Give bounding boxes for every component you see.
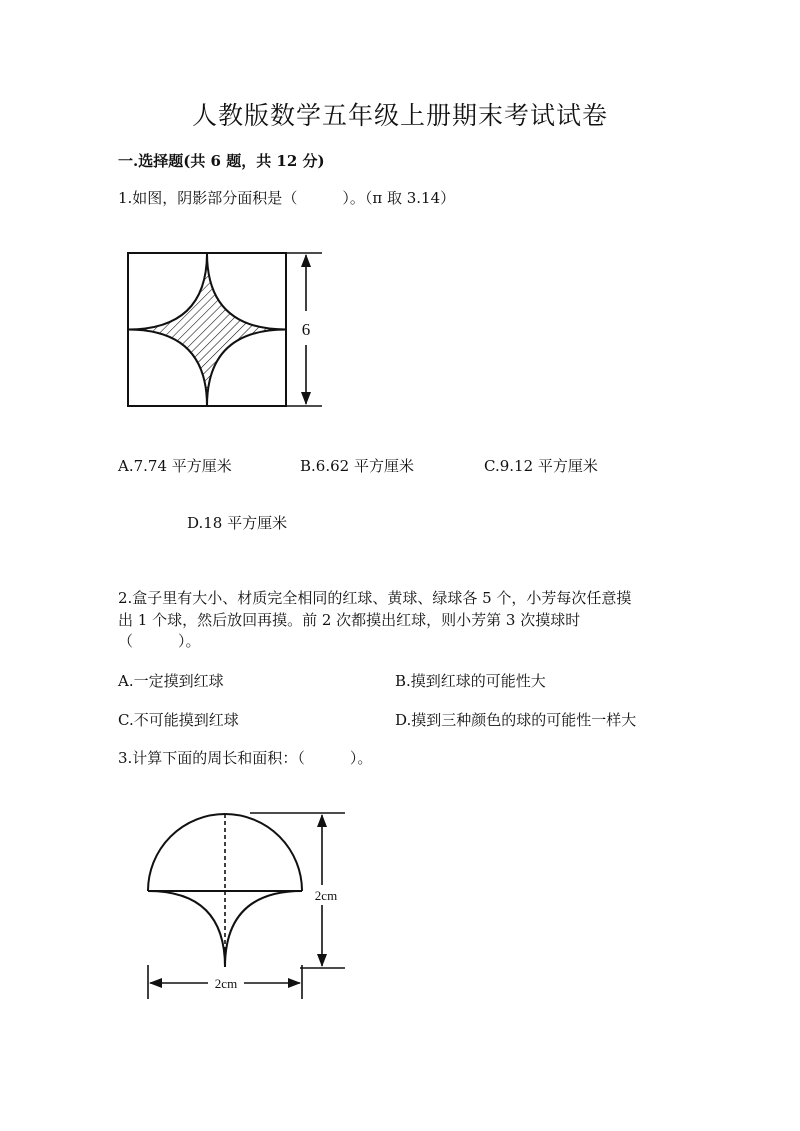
height-label: 2cm: [314, 888, 338, 903]
page-title: 人教版数学五年级上册期末考试试卷: [191, 101, 608, 130]
q1-option-a[interactable]: A.7.74 平方厘米: [118, 457, 232, 475]
arrow-down-icon: [317, 954, 327, 967]
q2-option-b[interactable]: B.摸到红球的可能性大: [395, 672, 546, 690]
arrow-left-icon: [149, 978, 162, 988]
question-3-figure: [140, 805, 360, 1010]
q2-option-d[interactable]: D.摸到三种颜色的球的可能性一样大: [395, 711, 637, 729]
q1-option-b[interactable]: B.6.62 平方厘米: [300, 457, 414, 475]
question-2-line-2: 出 1 个球，然后放回再摸。前 2 次都摸出红球，则小芳第 3 次摸球时: [118, 611, 581, 629]
question-1-text: 1.如图，阴影部分面积是（ ）。（π 取 3.14）: [118, 189, 456, 207]
q1-option-d[interactable]: D.18 平方厘米: [187, 514, 288, 532]
section-heading: 一.选择题(共 6 题，共 12 分): [118, 152, 325, 170]
question-2-line-1: 2.盒子里有大小、材质完全相同的红球、黄球、绿球各 5 个，小芳每次任意摸: [118, 589, 632, 607]
dimension-label: 6: [301, 320, 311, 339]
arrow-down-icon: [301, 392, 311, 405]
arrow-up-icon: [317, 814, 327, 827]
q2-option-a[interactable]: A.一定摸到红球: [118, 672, 224, 690]
shaded-region: [128, 253, 286, 406]
question-2-line-3: （ ）。: [118, 632, 201, 650]
inner-arc-right: [225, 891, 302, 967]
arrow-up-icon: [301, 254, 311, 267]
arrow-right-icon: [288, 978, 301, 988]
question-3-text: 3.计算下面的周长和面积：（ ）。: [118, 749, 373, 767]
width-label: 2cm: [214, 976, 238, 991]
inner-arc-left: [148, 891, 225, 967]
q1-option-c[interactable]: C.9.12 平方厘米: [484, 457, 598, 475]
q2-option-c[interactable]: C.不可能摸到红球: [118, 711, 239, 729]
question-1-figure: [120, 245, 330, 415]
